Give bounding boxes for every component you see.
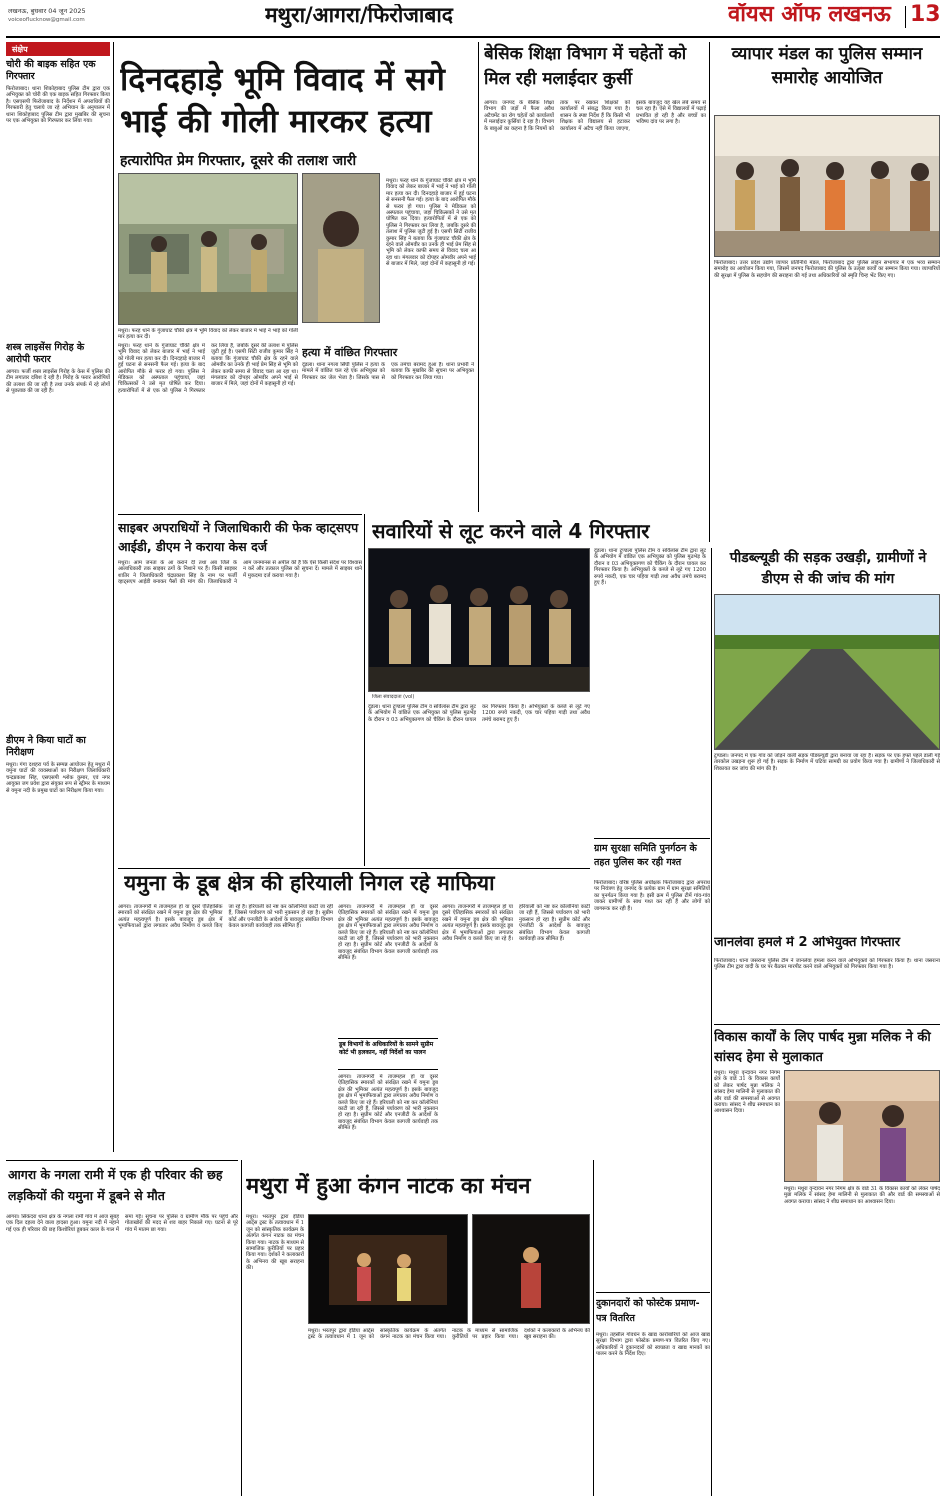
gram-headline: ग्राम सुरक्षा समिति पुनर्गठन के तहत पुलिस कर रही गश्त bbox=[594, 843, 697, 868]
kangan-photo-2 bbox=[472, 1214, 590, 1324]
fostec-headline: दुकानदारों को फोस्टेक प्रमाण-पत्र वितरित bbox=[596, 1298, 700, 1324]
drown-headline: आगरा के नगला रामी में एक ही परिवार की छह लड़कियों की यमुना में डूबने से मौत bbox=[8, 1167, 223, 1203]
brief-2-headline: शस्त्र लाइसेंस गिरोह के आरोपी फरार bbox=[6, 342, 85, 365]
lead-body: मथुरा। फरह थाने के गुंजाघाट चौकी क्षेत्र में भूमि विवाद को लेकर बाजार में भाई ने भाई को गोली मार हत्या कर दी। दिनदहाड़े बाजार में हुई घटना से सनसनी फैल गई। हत्या के बाद आरोपित मौके से फरार हो गया। पुलिस ने मेडिकल को अस्पताल पहुंचाया, जहां चिकित्सकों ने उसे मृत घोषित कर दिया। हत्यारोपितों में से एक को पुलिस ने गिरफ्तार कर लिया है, जबकि दूसरे की तलाश में पुलिस जुटी हुई है। एसपी सिटी राजीव कुमार सिंह ने बताया कि गुंजाघाट चौकी क्षेत्र के रहने वाले ओमवीर का उनके ही भाई प्रेम सिंह से भूमि को लेकर काफी समय से विवाद चला आ रहा था। मंगलवार को दोपहर ओमवीर अपने भाई से बाजार में मिले, जहां दोनों में कहासुनी हो गई। bbox=[118, 343, 298, 394]
drown-body: आगरा। सिकंदरा थाना क्षेत्र के नगला रामी गांव में आज सुबह एक दिल दहला देने वाला हादसा हुआ। यमुना नदी में नहाने गई एक ही परिवार की छह किशोरियां डूबकर काल के गाल में समा गईं। सूचना पर पुलिस व ग्रामीण मौके पर पहुंचे और गोताखोरों की मदद से शव बाहर निकाले गए। घटना से पूरे गांव में मातम छा गया। bbox=[6, 1214, 238, 1233]
loot-photo bbox=[368, 548, 590, 692]
left-column bbox=[6, 42, 110, 1152]
loot-body-right: दूंडला। थाना टूण्डला पुलिस टीम व सर्विलांस टीम द्वारा लूट के अभियोग में वांछित एक अभियुक्त को पुलिस मुठभेड़ के दौरान व 03 अभियुक्तगण को चैकिंग के दौरान घायल कर गिरफ्तार किया है। अभियुक्तों के कब्जे से लूटे गए 1200 रुपये नकदी, एक चार पहिया गाड़ी तथा अवैध तमंचे बरामद हुए हैं। bbox=[594, 548, 706, 587]
kangan-body-left: मथुरा। भरतपुर द्वारा इंडिया आर्ट्स ट्रस्ट के तत्वावधान में 1 जून को सांस्कृतिक कार्यक्रम के अंतर्गत कंगन नाटक का मंचन किया गया। नाटक के माध्यम से सामाजिक कुरीतियों पर प्रहार किया गया। दर्शकों ने कलाकारों के अभिनय की खूब सराहना की। bbox=[246, 1214, 304, 1272]
yamuna-body-left: आगरा। ताजनगरी में ताजमहल हो या दूसरे ऐतिहासिक स्मारकों को संरक्षित रखने में यमुना डूब क्षेत्र की भूमिका अत्यंत महत्वपूर्ण है। इसके बावजूद डूब क्षेत्र में भूमाफियाओं द्वारा लगातार अवैध निर्माण व कब्जे किए जा रहे हैं। हरियाली को नष्ट कर कॉलोनियां काटी जा रही हैं, जिससे पर्यावरण को भारी नुकसान हो रहा है। सुप्रीम कोर्ट और एनजीटी के आदेशों के बावजूद संबंधित विभाग केवल कागजी कार्यवाही तक सीमित हैं। bbox=[118, 904, 333, 930]
basic-edu-headline: बेसिक शिक्षा विभाग में चहेतों को मिल रही मलाईदार कुर्सी bbox=[484, 44, 687, 89]
section-title: मथुरा/आगरा/फिरोजाबाद bbox=[265, 4, 453, 27]
yamuna-headline: यमुना के डूब क्षेत्र की हरियाली निगल रहे माफिया bbox=[124, 872, 495, 895]
vyapar-body: फिरोजाबाद। उत्तर प्रदेश उद्योग व्यापार प्रतिनिधि मंडल, फिरोजाबाद द्वारा पुलिस लाइन सभागार में एक भव्य सम्मान समारोह का आयोजन किया गया, जिसमें जनपद फिरोजाबाद की पुलिस के उत्कृष्ट कार्यों का सम्मान किया गया। व्यापारियों की सुरक्षा में पुलिस के सहयोग की सराहना की गई तथा अधिकारियों को स्मृति चिन्ह भेंट किए गए। bbox=[714, 260, 940, 279]
lead-divider bbox=[478, 42, 479, 512]
fostec-top-rule bbox=[596, 1292, 710, 1293]
attack-headline: जानलेवा हमले में 2 अभियुक्त गिरफ्तार bbox=[714, 936, 901, 950]
yamuna-sidebox-text: डूब विभागों के अधिकारियों के सामने सुप्रीम कोर्ट भी हलकान, नहीं निर्देशों का पालन bbox=[339, 1041, 434, 1056]
vikas-body: मथुरा। मथुरा वृन्दावन नगर निगम क्षेत्र के वार्ड 31 के विकास कार्यों को लेकर पार्षद मुन्ना मलिक ने सांसद हेमा मालिनी से मुलाकात की और वार्ड की समस्याओं से अवगत कराया। सांसद ने शीघ्र समाधान का आश्वासन दिया। bbox=[714, 1070, 780, 1115]
kangan-divider bbox=[593, 1160, 594, 1496]
loot-headline: सवारियों से लूट करने वाले 4 गिरफ्तार bbox=[372, 520, 650, 543]
fostec-body: मथुरा। तहसील गोवर्धन के खाद्य कारोबारियों को आज खाद्य सुरक्षा विभाग द्वारा फोस्टेक प्रमाण-पत्र वितरित किए गए। अधिकारियों ने दुकानदारों को स्वच्छता व खाद्य मानकों का पालन करने के निर्देश दिए। bbox=[596, 1332, 710, 1358]
loot-caption: जिला संवाददाता (vol) bbox=[372, 694, 415, 700]
yamuna-top-rule bbox=[118, 868, 590, 869]
vyapar-headline: व्यापार मंडल का पुलिस सम्मान समारोह आयोजित bbox=[731, 44, 923, 88]
lead-caption: मथुरा। फरह थाने के गुंजाघाट चौकी क्षेत्र में भूमि विवाद को लेकर बाजार में भाई ने भाई को गोली मार हत्या कर दी। bbox=[118, 328, 298, 341]
cyber-headline: साइबर अपराधियों ने जिलाधिकारी की फेक व्हाट्सएप आईडी, डीएम ने कराया केस दर्ज bbox=[118, 520, 359, 554]
header-date: लखनऊ, बुधवार 04 जून 2025 bbox=[8, 7, 86, 15]
brief-2-body: आगरा। फर्जी शस्त्र लाइसेंस गिरोह के केस में पुलिस की टीम लगातार दबिश दे रही है। गिरोह के फरार आरोपियों की तलाश की जा रही है तथा उनके संपर्क में रहे लोगों से पूछताछ की जा रही है। bbox=[6, 369, 110, 395]
header-rule bbox=[6, 36, 940, 38]
lead-subhead: हत्यारोपित प्रेम गिरफ्तार, दूसरे की तलाश जारी bbox=[120, 153, 357, 169]
pwd-headline: पीडब्ल्यूडी की सड़क उखड़ी, ग्रामीणों ने डीएम से की जांच की मांग bbox=[729, 550, 927, 587]
masthead-divider bbox=[905, 6, 906, 28]
kangan-body: मथुरा। भरतपुर द्वारा इंडिया आर्ट्स ट्रस्ट के तत्वावधान में 1 जून को सांस्कृतिक कार्यक्रम के अंतर्गत कंगन नाटक का मंचन किया गया। नाटक के माध्यम से सामाजिक कुरीतियों पर प्रहार किया गया। दर्शकों ने कलाकारों के अभिनय की खूब सराहना की। bbox=[308, 1328, 590, 1341]
drown-divider bbox=[241, 1160, 242, 1496]
lead-inset-photo bbox=[302, 173, 380, 323]
yamuna-body-mid-2: आगरा। ताजनगरी में ताजमहल हो या दूसरे ऐतिहासिक स्मारकों को संरक्षित रखने में यमुना डूब क्षेत्र की भूमिका अत्यंत महत्वपूर्ण है। इसके बावजूद डूब क्षेत्र में भूमाफियाओं द्वारा लगातार अवैध निर्माण व कब्जे किए जा रहे हैं। हरियाली को नष्ट कर कॉलोनियां काटी जा रही हैं, जिससे पर्यावरण को भारी नुकसान हो रहा है। सुप्रीम कोर्ट और एनजीटी के आदेशों के बावजूद संबंधित विभाग केवल कागजी कार्यवाही तक सीमित हैं। bbox=[338, 1074, 438, 1132]
vikas-headline: विकास कार्यों के लिए पार्षद मुन्ना मलिक ने की सांसद हेमा से मुलाकात bbox=[714, 1030, 931, 1065]
left-col-divider bbox=[113, 42, 114, 1152]
attack-body: फिरोजाबाद। थाना जसराना पुलिस टीम ने जानलेवा हमला करने वाले अभियुक्तों को गिरफ्तार किया है। थाना जसराना पुलिस टीम द्वारा वादी के घर पर बैठकर मारपीट करने वाले अभियुक्तों को गिरफ्तार किया गया है। bbox=[714, 958, 940, 971]
basic-edu-body: आगरा। जनपद के बेसिक शिक्षा विभाग की जड़ों में फैला अवैध अटैचमेंट का रोग चहेतों को कार्यालयों में मलाईदार कुर्सियां दे रहा है। विभाग के बाबुओं का कहना है कि नियमों को ताक पर रखकर शिक्षकों को कार्यालयों में संबद्ध किया गया है। शासन के स्पष्ट निर्देश हैं कि किसी भी शिक्षक को विद्यालय से हटाकर कार्यालय में अटैच नहीं किया जाएगा, इसके बावजूद यह खेल लंबे समय से चल रहा है। ऐसे में विद्यालयों में पढ़ाई प्रभावित हो रही है और बच्चों का भविष्य दांव पर लगा है। bbox=[484, 100, 706, 132]
brief-1-body: फिरोजाबाद। थाना शिकोहाबाद पुलिस टीम द्वारा एक अभियुक्त को चोरी की एक बाइक सहित गिरफ्तार किया है। एसएसपी फिरोजाबाद के निर्देशन में अपराधियों की गिरफ्तारी हेतु चलाये जा रहे अभियान के अनुपालन में थाना शिकोहाबाद पुलिस टीम द्वारा मुखबिर की सूचना पर एक अभियुक्त को गिरफ्तार कर लिया गया। bbox=[6, 86, 110, 125]
kangan-headline: मथुरा में हुआ कंगन नाटक का मंचन bbox=[246, 1174, 531, 1199]
cyber-top-rule bbox=[118, 514, 362, 515]
pwd-body: टूण्डला। जनपद में एक गांव को जोड़ने वाली सड़क पीडब्ल्यूडी द्वारा बनाया जा रहा है। सड़क पर एक हफ्ते पहले डाली गई तारकोल उखड़ना शुरू हो गई है। सड़क के निर्माण में घटिया सामग्री का प्रयोग किया गया है। ग्रामीणों ने जिलाधिकारी से शिकायत कर जांच की मांग की है। bbox=[714, 753, 940, 772]
page-number: 13 bbox=[910, 3, 941, 27]
header-email: voiceoflucknow@gmail.com bbox=[8, 17, 85, 23]
cyber-body: मथुरा। आम जनता के आ कराने दी तथा अब जिले के आलाधिकारी तक साइबर ठगों के निशाने पर हैं। किसी साइबर शातिर ने जिलाधिकारी चंद्रप्रकाश सिंह के नाम पर फर्जी व्हाट्सएप आईडी बनाकर पैसों की मांग की। जिलाधिकारी ने आम जनमानस से अपील की है कि ऐसे किसी संदेश पर विश्वास न करें और तत्काल पुलिस को सूचना दें। मामले में साइबर थाने में मुकदमा दर्ज कराया गया है। bbox=[118, 560, 362, 586]
yamuna-body-mid: आगरा। ताजनगरी में ताजमहल हो या दूसरे ऐतिहासिक स्मारकों को संरक्षित रखने में यमुना डूब क्षेत्र की भूमिका अत्यंत महत्वपूर्ण है। इसके बावजूद डूब क्षेत्र में भूमाफियाओं द्वारा लगातार अवैध निर्माण व कब्जे किए जा रहे हैं। हरियाली को नष्ट कर कॉलोनियां काटी जा रही हैं, जिससे पर्यावरण को भारी नुकसान हो रहा है। सुप्रीम कोर्ट और एनजीटी के आदेशों के बावजूद संबंधित विभाग केवल कागजी कार्यवाही तक सीमित हैं। bbox=[338, 904, 438, 962]
yamuna-body-right: आगरा। ताजनगरी में ताजमहल हो या दूसरे ऐतिहासिक स्मारकों को संरक्षित रखने में यमुना डूब क्षेत्र की भूमिका अत्यंत महत्वपूर्ण है। इसके बावजूद डूब क्षेत्र में भूमाफियाओं द्वारा लगातार अवैध निर्माण व कब्जे किए जा रहे हैं। हरियाली को नष्ट कर कॉलोनियां काटी जा रही हैं, जिससे पर्यावरण को भारी नुकसान हो रहा है। सुप्रीम कोर्ट और एनजीटी के आदेशों के बावजूद संबंधित विभाग केवल कागजी कार्यवाही तक सीमित हैं। bbox=[442, 904, 590, 943]
gram-top-rule bbox=[594, 838, 710, 839]
lead-body-2: दूंडला। थाना नगला सिंघी पुलिस ने हत्या के मामले में वांछित चल रहे एक अभियुक्त को गिरफ्तार कर जेल भेजा है। जिसके पास से एक तमंचा बरामद हुआ है। थाना प्रभारी ने बताया कि मुखबिर की सूचना पर अभियुक्त को गिरफ्तार कर लिया गया। bbox=[302, 362, 474, 381]
kangan-photo bbox=[308, 1214, 468, 1324]
lead-photo bbox=[118, 173, 298, 325]
lead-body-right: मथुरा। फरह थाने के गुंजाघाट चौकी क्षेत्र में भूमि विवाद को लेकर बाजार में भाई ने भाई को गोली मार हत्या कर दी। दिनदहाड़े बाजार में हुई घटना से सनसनी फैल गई। हत्या के बाद आरोपित मौके से फरार हो गया। पुलिस ने मेडिकल को अस्पताल पहुंचाया, जहां चिकित्सकों ने उसे मृत घोषित कर दिया। हत्यारोपितों में से एक को पुलिस ने गिरफ्तार कर लिया है, जबकि दूसरे की तलाश में पुलिस जुटी हुई है। एसपी सिटी राजीव कुमार सिंह ने बताया कि गुंजाघाट चौकी क्षेत्र के रहने वाले ओमवीर का उनके ही भाई प्रेम सिंह से भूमि को लेकर काफी समय से विवाद चला आ रहा था। मंगलवार को दोपहर ओमवीर अपने भाई से बाजार में मिले, जहां दोनों में कहासुनी हो गई। bbox=[386, 178, 476, 268]
pwd-photo bbox=[714, 594, 940, 750]
lead-headline: दिनदहाड़े भूमि विवाद में सगे भाई की गोली मारकर हत्या bbox=[120, 60, 445, 140]
edu-divider bbox=[709, 42, 710, 542]
vikas-top-rule bbox=[714, 1024, 940, 1025]
vikas-photo bbox=[784, 1070, 940, 1182]
lead-subhead-2: हत्या में वांछित गिरफ्तार bbox=[302, 346, 398, 359]
brief-1-headline: चोरी की बाइक सहित एक गिरफ्तार bbox=[6, 59, 96, 82]
loot-body: दूंडला। थाना टूण्डला पुलिस टीम व सर्विलांस टीम द्वारा लूट के अभियोग में वांछित एक अभियुक्त को पुलिस मुठभेड़ के दौरान व 03 अभियुक्तगण को चैकिंग के दौरान घायल कर गिरफ्तार किया है। अभियुक्तों के कब्जे से लूटे गए 1200 रुपये नकदी, एक चार पहिया गाड़ी तथा अवैध तमंचे बरामद हुए हैं। bbox=[368, 704, 590, 723]
masthead: वॉयस ऑफ लखनऊ bbox=[728, 3, 891, 27]
drown-top-rule bbox=[6, 1160, 238, 1161]
gram-body: फिरोजाबाद। वरिष्ठ पुलिस अधीक्षक फिरोजाबाद द्वारा अपराध पर नियंत्रण हेतु जनपद के प्रत्येक ग्राम में ग्राम सुरक्षा समितियों का पुनर्गठन किया गया है। इसी क्रम में पुलिस टीमें गांव-गांव जाकर ग्रामीणों के साथ गश्त कर रही हैं और लोगों को जागरूक कर रही हैं। bbox=[594, 880, 710, 912]
yamuna-sidebox bbox=[338, 1038, 438, 1070]
brief-3-body: मथुरा। गंगा दशहरा पर्व के सम्पन्न आयोजन हेतु मथुरा में यमुना घाटों की व्यवस्थाओं का निरीक्षण जिलाधिकारी चन्द्रप्रकाश सिंह, एसएसपी श्लोक कुमार, एवं नगर आयुक्त जग प्रवेश द्वारा संयुक्त रूप से स्ट्रीमर के माध्यम से यमुना नदी के प्रमुख घाटों का निरीक्षण किया गया। bbox=[6, 762, 110, 794]
brief-3-headline: डीएम ने किया घाटों का निरीक्षण bbox=[6, 735, 86, 758]
cyber-divider bbox=[364, 514, 365, 866]
vikas-body-2: मथुरा। मथुरा वृन्दावन नगर निगम क्षेत्र के वार्ड 31 के विकास कार्यों को लेकर पार्षद मुन्ना मलिक ने सांसद हेमा मालिनी से मुलाकात की और वार्ड की समस्याओं से अवगत कराया। सांसद ने शीघ्र समाधान का आश्वासन दिया। bbox=[784, 1186, 940, 1205]
right-col-divider bbox=[711, 548, 712, 1496]
vyapar-photo bbox=[714, 115, 940, 257]
brief-label: संक्षेप bbox=[6, 42, 110, 56]
